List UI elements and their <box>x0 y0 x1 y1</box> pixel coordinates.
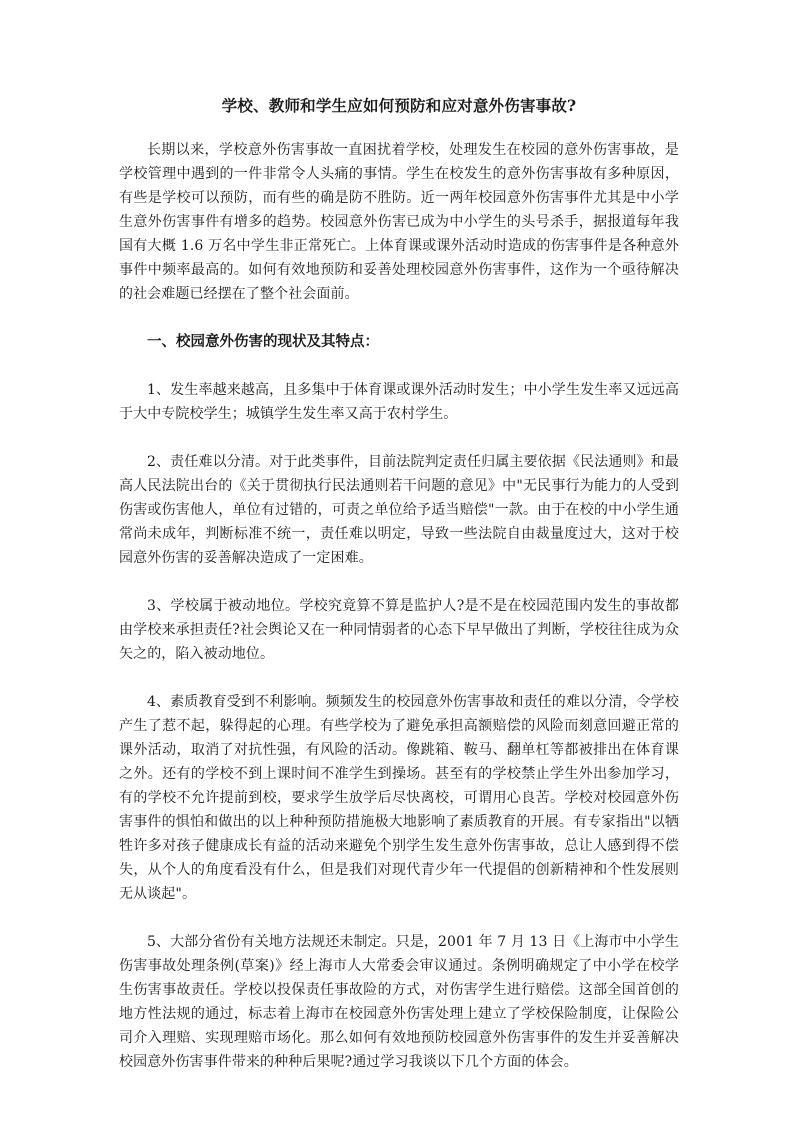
document-body <box>119 94 679 1098</box>
intro-paragraph: 长期以来，学校意外伤害事故一直困扰着学校，处理发生在校园的意外伤害事故，是学校管理中遇到的一件非常令人头痛的事情。学生在校发生的意外伤害事故有多种原因，有些是学校可以预防，而有些的确是防不胜防。近一两年校园意外伤害事件尤其是中小学生意外伤害事件有增多的趋势。校园意外伤害已成为中小学生的头号杀手，据报道每年我国有大概 1.6 万名中学生非正常死亡。上体育课或课外活动时造成的伤害事件是各种意外事件中频率最高的。如何有效地预防和妥善处理校园意外伤害事件，这作为一个亟待解决的社会难题已经摆在了整个社会面前。 <box>119 142 679 302</box>
point-paragraph-3: 3、学校属于被动地位。学校究竟算不算是监护人?是不是在校园范围内发生的事故都由学校来承担责任?社会舆论又在一种同情弱者的心态下早早做出了判断，学校往往成为众矢之的，陷入被动地位。 <box>119 598 679 662</box>
point-paragraph-4: 4、素质教育受到不利影响。频频发生的校园意外伤害事故和责任的难以分清，令学校产生了惹不起，躲得起的心理。有些学校为了避免承担高额赔偿的风险而刻意回避正常的课外活动，取消了对抗性强，有风险的活动。像跳箱、鞍马、翻单杠等都被排出在体育课之外。还有的学校不到上课时间不准学生到操场。甚至有的学校禁止学生外出参加学习，有的学校不允许提前到校，要求学生放学后尽快离校，可谓用心良苦。学校对校园意外伤害事件的惧怕和做出的以上种种预防措施极大地影响了素质教育的开展。有专家指出"以牺牲许多对孩子健康成长有益的活动来避免个别学生发生意外伤害事故，总让人感到得不偿失，从个人的角度看没有什么，但是我们对现代青少年一代提倡的创新精神和个性发展则无从谈起"。 <box>119 694 679 902</box>
document-title: 学校、教师和学生应如何预防和应对意外伤害事故? <box>221 96 577 115</box>
point-paragraph-5: 5、大部分省份有关地方法规还未制定。只是，2001 年 7 月 13 日《上海市中小学生伤害事故处理条例(草案)》经上海市人大常委会审议通过。条例明确规定了中小学在校学生伤害事故责任。学校以投保责任事故险的方式，对伤害学生进行赔偿。这部全国首创的地方性法规的通过，标志着上海市在校园意外伤害处理上建立了学校保险制度，让保险公司介入理赔、实现理赔市场化。那么如何有效地预防校园意外伤害事件的发生并妥善解决校园意外伤害事件带来的种种后果呢?通过学习我谈以下几个方面的体会。 <box>119 934 679 1070</box>
section-heading: 一、校园意外伤害的现状及其特点： <box>147 333 379 350</box>
point-paragraph-2: 2、责任难以分清。对于此类事件，目前法院判定责任归属主要依据《民法通则》和最高人民法院出台的《关于贯彻执行民法通则若干问题的意见》中"无民事行为能力的人受到伤害或伤害他人，单位有过错的，可责之单位给予适当赔偿"一款。由于在校的中小学生通常尚未成年，判断标准不统一，责任难以明定，导致一些法院自由裁量度过大，这对于校园意外伤害的妥善解决造成了一定困难。 <box>119 454 679 566</box>
point-paragraph-1: 1、发生率越来越高，且多集中于体育课或课外活动时发生；中小学生发生率又远远高于大中专院校学生；城镇学生发生率又高于农村学生。 <box>119 382 679 422</box>
